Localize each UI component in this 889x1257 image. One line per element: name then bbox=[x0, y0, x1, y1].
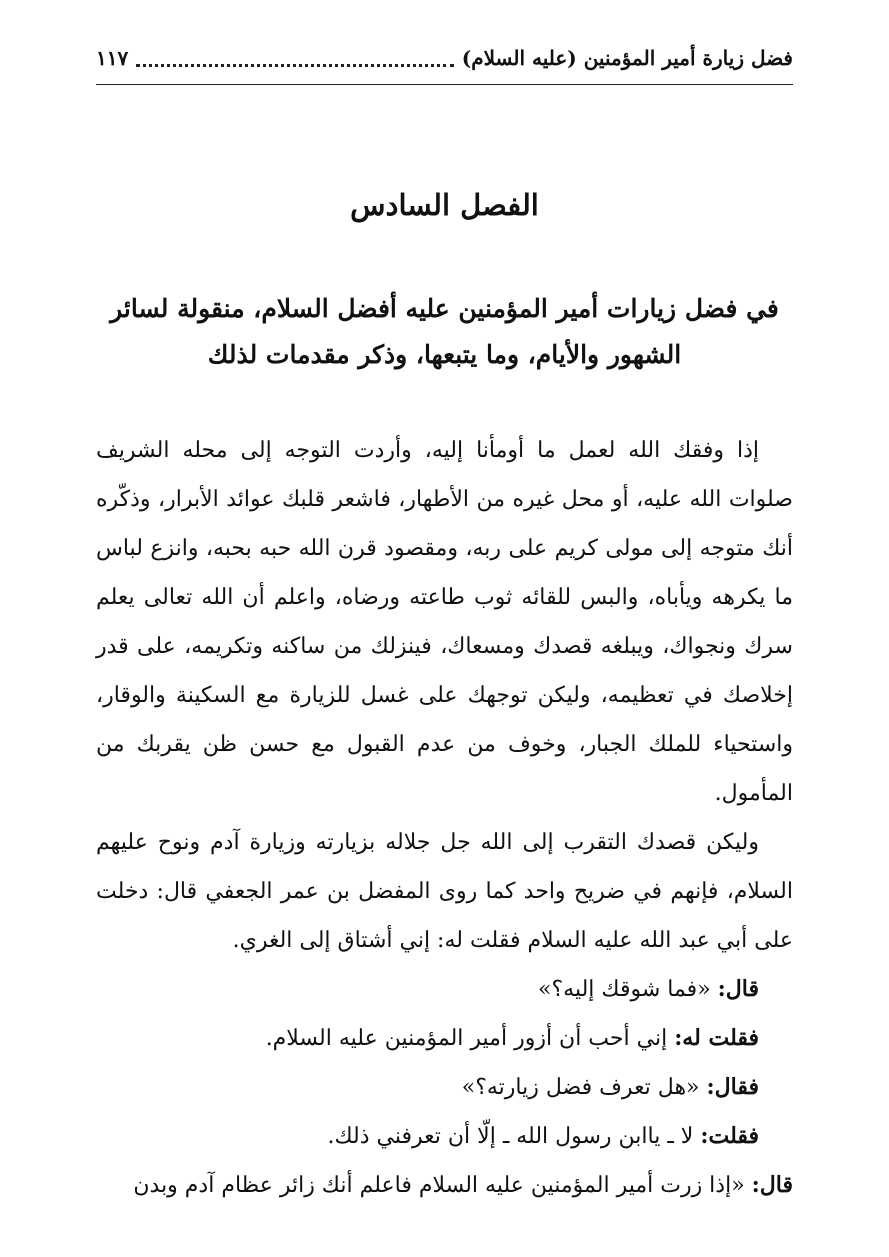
dialogue-line bbox=[96, 1014, 793, 1063]
chapter-subtitle: في فضل زيارات أمير المؤمنين عليه أفضل السلام، منقولة لسائر الشهور والأيام، وما يتبعها، وذكر مقدمات لذلك bbox=[110, 294, 779, 369]
chapter-title: الفصل السادس bbox=[350, 188, 539, 222]
dialogue-line bbox=[96, 1161, 793, 1210]
body-text bbox=[96, 426, 793, 1210]
speaker-label: فقال: bbox=[706, 1074, 759, 1100]
dialogue-text: لا ـ ياابن رسول الله ـ إلّا أن تعرفني ذلك. bbox=[327, 1124, 694, 1149]
page-number: ١١٧ bbox=[96, 46, 129, 70]
leader-dots bbox=[136, 50, 454, 67]
speaker-label: قال: bbox=[751, 1172, 793, 1198]
dialogue-line bbox=[96, 1063, 793, 1112]
paragraph: إذا وفقك الله لعمل ما أومأنا إليه، وأردت التوجه إلى محله الشريف صلوات الله عليه، أو محل غيره من الأطهار، فاشعر قلبك عوائد الأبرار، وذكّره أنك متوجه إلى مولى كريم على ربه، ومقصود قرن الله حبه بحبه، وانزع لباس ما يكرهه ويأباه، والبس للقائه ثوب طاعته ورضاه، واعلم أن الله تعالى يعلم سرك ونجواك، ويبلغه قصدك ومسعاك، فينزلك من ساكنه وتكريمه، على قدر إخلاصك في تعظيمه، وليكن توجهك على غسل للزيارة مع السكينة والوقار، واستحياء للملك الجبار، وخوف من عدم القبول مع حسن ظن يقربك من المأمول. bbox=[96, 438, 793, 806]
speaker-label: فقلت له: bbox=[674, 1025, 759, 1051]
dialogue-text: «هل تعرف فضل زيارته؟» bbox=[461, 1075, 700, 1100]
speaker-label: فقلت: bbox=[700, 1123, 759, 1149]
running-header-title: فضل زيارة أمير المؤمنين (عليه السلام) bbox=[461, 46, 793, 70]
paragraph: وليكن قصدك التقرب إلى الله جل جلاله بزيارته وزيارة آدم ونوح عليهم السلام، فإنهم في ضريح واحد كما روى المفضل بن عمر الجعفي قال: دخلت على أبي عبد الله عليه السلام فقلت له: إني أشتاق إلى الغري. bbox=[96, 830, 793, 953]
dialogue-text: «إذا زرت أمير المؤمنين عليه السلام فاعلم أنك زائر عظام آدم وبدن bbox=[133, 1173, 745, 1198]
dialogue-line bbox=[96, 965, 793, 1014]
dialogue-line bbox=[96, 1112, 793, 1161]
header-divider bbox=[96, 84, 793, 85]
speaker-label: قال: bbox=[717, 976, 759, 1002]
dialogue-text: «فما شوقك إليه؟» bbox=[538, 977, 711, 1002]
running-header bbox=[96, 38, 793, 78]
dialogue-text: إني أحب أن أزور أمير المؤمنين عليه السلام. bbox=[265, 1026, 668, 1051]
